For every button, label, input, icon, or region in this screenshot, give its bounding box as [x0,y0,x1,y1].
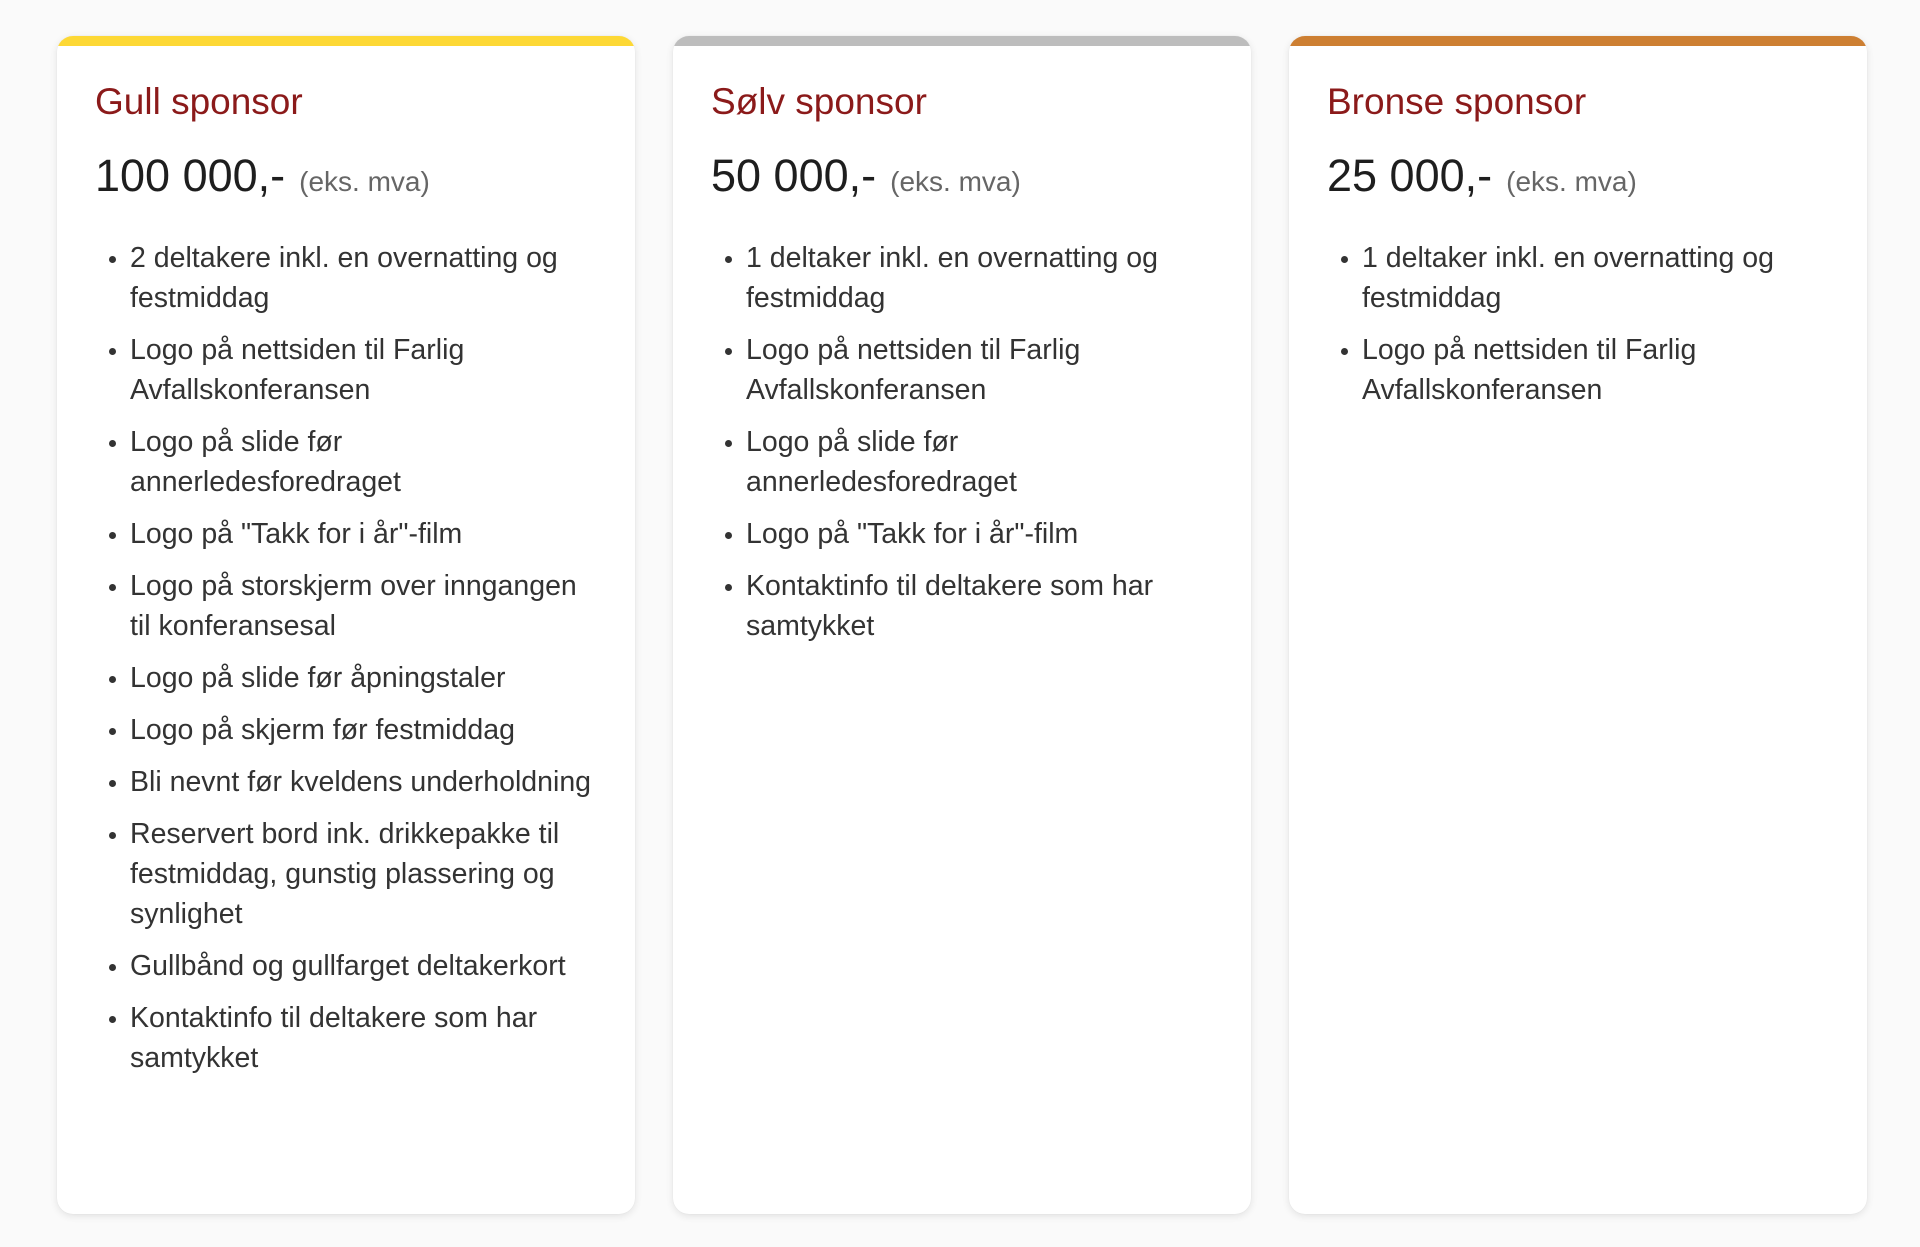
vat-note: (eks. mva) [890,166,1021,197]
sponsor-card-gold [57,36,635,1214]
price: 100 000,- [95,150,286,201]
benefit-item: • Logo på "Takk for i år"-film [130,514,597,554]
benefit-item: • Bli nevnt før kveldens underholdning [130,762,597,802]
price: 50 000,- [711,150,877,201]
benefit-item: • Kontaktinfo til deltakere som har samtykket [130,998,597,1078]
benefit-item: • Kontaktinfo til deltakere som har samtykket [746,566,1213,646]
price: 25 000,- [1327,150,1493,201]
card-accent-bar [1289,36,1867,46]
vat-note: (eks. mva) [299,166,430,197]
benefit-item: • Logo på slide før åpningstaler [130,658,597,698]
benefit-list [95,238,597,1078]
benefit-list [711,238,1213,646]
benefit-item: • Logo på nettsiden til Farlig Avfallskonferansen [130,330,597,410]
vat-note: (eks. mva) [1506,166,1637,197]
benefit-item: • Gullbånd og gullfarget deltakerkort [130,946,597,986]
benefit-item: • Reservert bord ink. drikkepakke til festmiddag, gunstig plassering og synlighet [130,814,597,934]
sponsor-cards [57,36,1867,1214]
benefit-item: • Logo på slide før annerledesforedraget [130,422,597,502]
card-title: Gull sponsor [95,81,303,122]
benefit-item: • Logo på skjerm før festmiddag [130,710,597,750]
benefit-item: • Logo på storskjerm over inngangen til konferansesal [130,566,597,646]
card-title: Sølv sponsor [711,81,927,122]
benefit-item: • 1 deltaker inkl. en overnatting og festmiddag [1362,238,1829,318]
benefit-item: • Logo på nettsiden til Farlig Avfallskonferansen [746,330,1213,410]
price-row [95,148,597,204]
benefit-item: • Logo på nettsiden til Farlig Avfallskonferansen [1362,330,1829,410]
card-accent-bar [673,36,1251,46]
price-row [711,148,1213,204]
card-title: Bronse sponsor [1327,81,1587,122]
benefit-item: • Logo på slide før annerledesforedraget [746,422,1213,502]
sponsor-card-bronze [1289,36,1867,1214]
card-accent-bar [57,36,635,46]
benefit-item: • 2 deltakere inkl. en overnatting og festmiddag [130,238,597,318]
sponsor-card-silver [673,36,1251,1214]
benefit-item: • Logo på "Takk for i år"-film [746,514,1213,554]
benefit-item: • 1 deltaker inkl. en overnatting og festmiddag [746,238,1213,318]
benefit-list [1327,238,1829,410]
price-row [1327,148,1829,204]
